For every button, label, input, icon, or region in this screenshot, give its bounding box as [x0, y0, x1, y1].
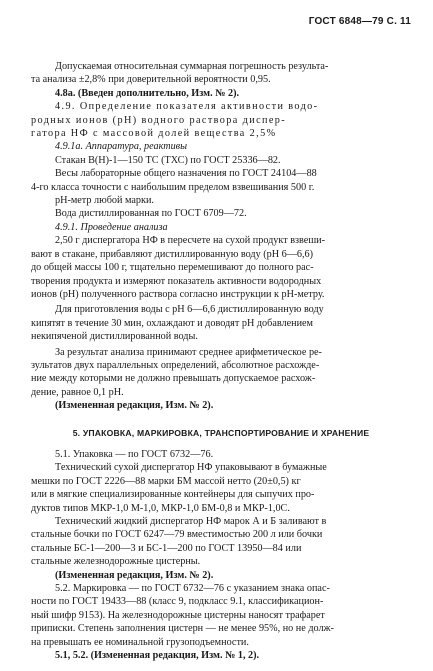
text-line: 5.1, 5.2. (Измененная редакция, Изм. № 1, 2). [55, 650, 260, 662]
text-line: вают в стакане, прибавляют дистиллированную воду (pH 6—6,6) [31, 248, 314, 260]
text-line: мешки по ГОСТ 2226—88 марки БМ массой нетто (20±0,5) кг [31, 475, 301, 487]
text-line: стальные БС-1—200—3 и БС-1—200 по ГОСТ 13950—84 или [31, 542, 302, 554]
text-line: или в мягкие специализированные контейнеры для сыпучих про- [31, 489, 315, 501]
text-line: ности по ГОСТ 19433—88 (класс 9, подкласс 9.1, классификацион- [31, 596, 324, 608]
text-line: приписки. Степень заполнения цистерн — не менее 95%, но не долж- [31, 623, 334, 635]
text-line: ный шифр 9153). На железнодорожные цистерны наносят трафарет [31, 609, 325, 621]
text-line: Технический жидкий диспергатор НФ марок А и Б заливают в [55, 516, 327, 527]
text-line: (Измененная редакция, Изм. № 2). [55, 569, 214, 581]
text-line: 5.2. Маркировка — по ГОСТ 6732—76 с указанием знака опас- [55, 583, 330, 595]
document-body [31, 60, 411, 662]
page-header: ГОСТ 6848—79 С. 11 [308, 16, 411, 27]
text-line: (Измененная редакция, Изм. № 2). [55, 400, 214, 412]
text-line: 5.1. Упаковка — по ГОСТ 6732—76. [55, 448, 214, 460]
text-line: до общей массы 100 г, тщательно перемешивают до полного рас- [31, 262, 314, 274]
text-line: Технический сухой диспергатор НФ упаковывают в бумажные [55, 462, 327, 474]
text-line: та анализа ±2,8% при доверительной вероятности 0,95. [31, 74, 271, 86]
text-line: Для приготовления воды с pH 6—6,6 дистиллированную воду [55, 304, 324, 316]
text-line: 4-го класса точности с наибольшим пределом взвешивания 500 г. [31, 181, 315, 193]
text-line: 2,50 г диспергатора НФ в пересчете на сухой продукт взвеши- [55, 235, 326, 247]
text-line: 4.9.1а. Аппаратура, реактивы [55, 141, 188, 153]
text-line: творения продукта и измеряют показатель активности водородных [31, 275, 322, 287]
section-title: 5. УПАКОВКА, МАРКИРОВКА, ТРАНСПОРТИРОВАНИЕ И ХРАНЕНИЕ [72, 427, 370, 438]
text-line: 4.9. Определение показателя активности водо- [55, 101, 319, 113]
text-line: гатора НФ с массовой долей вещества 2,5% [31, 128, 277, 140]
text-line: Вода дистиллированная по ГОСТ 6709—72. [55, 208, 247, 220]
text-line: За результат анализа принимают среднее арифметическое ре- [55, 346, 322, 358]
text-line: стальные железнодорожные цистерны. [31, 556, 201, 568]
text-line: ионов (pH) полученного раствора согласно инструкции к pH-метру. [31, 288, 325, 300]
text-line: pH-метр любой марки. [55, 195, 154, 207]
text-line: родных ионов (pH) водного раствора диспер- [31, 114, 287, 126]
text-line: Весы лабораторные общего назначения по ГОСТ 24104—88 [55, 168, 317, 180]
text-line: 4.9.1. Проведение анализа [55, 221, 168, 233]
text-line: дение, равное 0,1 pH. [31, 386, 124, 398]
text-line: дуктов типов МКР-1,0 М-1,0, МКР-1,0 БМ-0,8 и МКР-1,0С. [31, 502, 290, 514]
text-line: ние между которыми не должно превышать допускаемое расхож- [31, 373, 316, 385]
text-line: Допускаемая относительная суммарная погрешность результа- [55, 61, 329, 72]
text-line: стальные бочки по ГОСТ 6247—79 вместимостью 200 л или бочки [31, 529, 323, 541]
text-line: зультатов двух параллельных определений, абсолютное расхожде- [31, 359, 320, 371]
text-line: кипятят в течение 30 мин, охлаждают и доводят pH добавлением [31, 317, 313, 329]
text-line: на превышать ее номинальной грузоподъемности. [31, 636, 249, 648]
text-line: 4.8а. (Введен дополнительно, Изм. № 2). [55, 87, 240, 99]
text-line: некипяченой дистиллированной воды. [31, 331, 198, 343]
text-line: Стакан В(Н)-1—150 ТС (ТХС) по ГОСТ 25336—82. [55, 154, 281, 166]
